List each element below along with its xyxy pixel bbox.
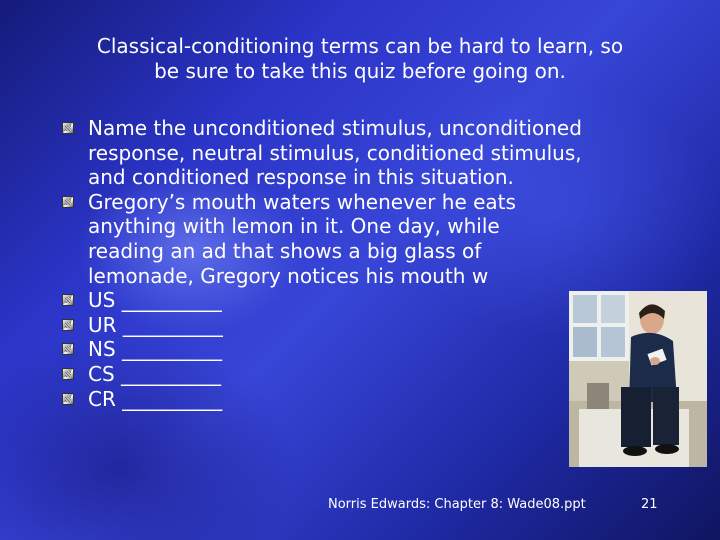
bullet-ns bbox=[62, 337, 582, 362]
page-number: 21 bbox=[641, 497, 658, 512]
bullet-text: Name the unconditioned stimulus, unconditioned response, neutral stimulus, conditioned stimulus, and conditioned response in this situation. bbox=[88, 116, 582, 190]
footer-text: Norris Edwards: Chapter 8: Wade08.ppt bbox=[328, 497, 586, 512]
bullet-text: UR __________ bbox=[88, 312, 223, 337]
bullet-text: US __________ bbox=[88, 288, 222, 313]
bullet-text: NS __________ bbox=[88, 337, 223, 362]
bullet-ur bbox=[62, 313, 582, 338]
square-bullet-icon bbox=[62, 343, 74, 355]
square-bullet-icon bbox=[62, 368, 74, 380]
photo-man-reading bbox=[569, 291, 707, 467]
square-bullet-icon bbox=[62, 294, 74, 306]
bullet-text: CS __________ bbox=[88, 361, 222, 386]
square-bullet-icon bbox=[62, 393, 74, 405]
bullet-instruction bbox=[62, 116, 582, 190]
slide-title bbox=[20, 34, 700, 84]
bullet-text: Gregory’s mouth waters whenever he eats anything with lemon in it. One day, while reading an ad that shows a big glass of lemonade, Gregory notices his mouth w bbox=[88, 189, 516, 288]
square-bullet-icon bbox=[62, 122, 74, 134]
title-line-1: Classical-conditioning terms can be hard to learn, so bbox=[96, 34, 624, 58]
square-bullet-icon bbox=[62, 319, 74, 331]
title-line-2: be sure to take this quiz before going on. bbox=[154, 59, 566, 83]
bullet-text: CR __________ bbox=[88, 386, 223, 411]
square-bullet-icon bbox=[62, 196, 74, 208]
bullet-cs bbox=[62, 362, 582, 387]
bullet-scenario bbox=[62, 190, 582, 288]
bullet-cr bbox=[62, 387, 582, 412]
bullet-us bbox=[62, 288, 582, 313]
bullet-list bbox=[62, 116, 582, 411]
